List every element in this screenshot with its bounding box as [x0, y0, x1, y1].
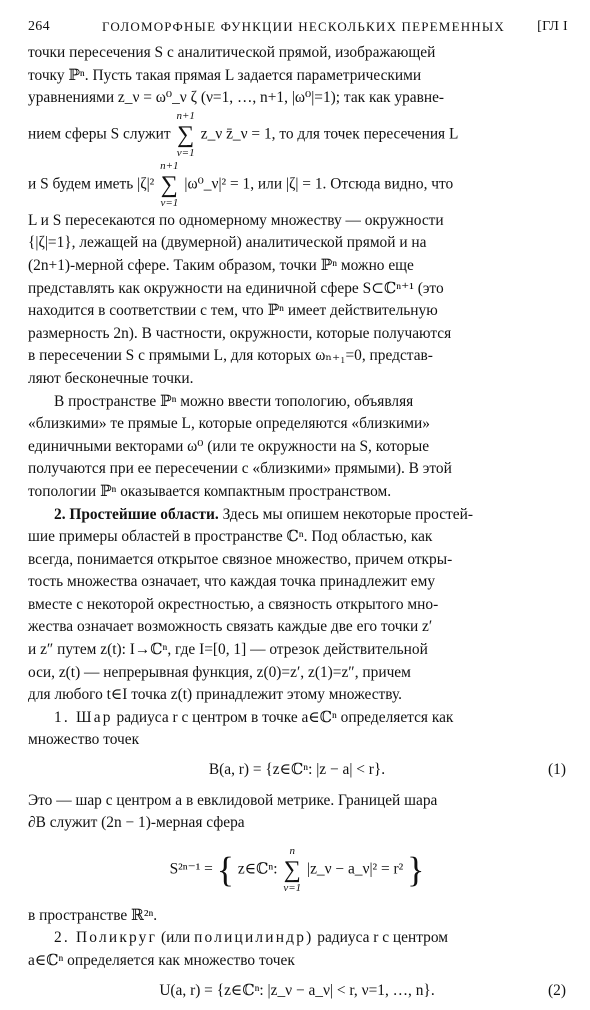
right-brace: }: [407, 849, 425, 890]
sum-upper-limit: n: [289, 844, 295, 857]
formula-polydisc: [28, 980, 566, 1003]
text-line: жества означает возможность связать каждые две его точки z′: [28, 618, 433, 636]
summation-symbol: [176, 110, 194, 160]
text-line: в пересечении S с прямыми L, для которых ωₙ₊₁=0, представ-: [28, 347, 433, 365]
running-header: [28, 16, 568, 38]
text-line: и z″ путем z(t): I→ℂⁿ, где I=[0, 1] — отрезок действительной: [28, 641, 428, 659]
page-number: 264: [28, 19, 50, 34]
text-line: множество точек: [28, 731, 140, 749]
formula-number: (1): [548, 761, 566, 779]
text-line: находится в соответствии с тем, что ℙⁿ имеет действительную: [28, 302, 438, 320]
sum-upper-limit: n+1: [160, 159, 179, 172]
text-line: точки пересечения S с аналитической прямой, изображающей: [28, 44, 436, 61]
spaced-term: 2. Поликруг: [54, 929, 158, 947]
text-line-with-sum: [28, 160, 566, 210]
text-line: единичными векторами ω⁰ (или те окружности на S, которые: [28, 437, 430, 455]
text-line: оси, z(t) — непрерывная функция, z(0)=z′, z(1)=z″, причем: [28, 663, 411, 681]
formula-lhs: S²ⁿ⁻¹ =: [169, 860, 213, 878]
formula-rhs: |z_ν − a_ν|² = r²: [307, 860, 404, 878]
section-heading-line: [28, 504, 566, 527]
sigma-glyph: ∑: [177, 121, 195, 148]
text-line: точку ℙⁿ. Пусть такая прямая L задается параметрическими: [28, 66, 422, 84]
sum-lower-limit: ν=1: [176, 146, 195, 159]
text-line: всегда, понимается открытое связное множество, причем откры-: [28, 550, 453, 568]
formula-text: B(a, r) = {z∈ℂⁿ: |z − a| < r}.: [208, 761, 386, 779]
text-line: Это — шар с центром a в евклидовой метрике. Границей шара: [28, 791, 438, 809]
left-brace: {: [216, 849, 235, 890]
spaced-term: 1. Шар: [54, 708, 113, 726]
text-line: L и S пересекаются по одномерному множеству — окружности: [28, 211, 444, 229]
formula-text: U(a, r) = {z∈ℂⁿ: |z_ν − a_ν| < r, ν=1, …, n}.: [159, 981, 435, 999]
text-line: «близкими» те прямые L, которые определяются «близкими»: [28, 415, 430, 433]
text-line: ∂B служит (2n − 1)-мерная сфера: [28, 814, 245, 832]
text-line: размерность 2n). В частности, окружности, которые получаются: [28, 324, 452, 342]
text-line: ляют бесконечные точки.: [28, 369, 194, 387]
sigma-glyph: ∑: [283, 856, 301, 883]
text-line: вместе с некоторой окрестностью, а связность открытого мно-: [28, 595, 439, 613]
text-line: (2n+1)-мерной сфере. Таким образом, точки ℙⁿ можно еще: [28, 256, 414, 274]
text-fragment: радиуса r с центром: [317, 929, 448, 947]
running-title: ГОЛОМОРФНЫЕ ФУНКЦИИ НЕСКОЛЬКИХ ПЕРЕМЕННЫХ: [102, 19, 506, 34]
text-line: получаются при ее пересечении с «близкими» прямыми). В этой: [28, 460, 452, 478]
formula-set: z∈ℂⁿ:: [237, 860, 278, 878]
summation-symbol: [283, 845, 301, 895]
sigma-glyph: ∑: [160, 171, 178, 198]
text-fragment: z_ν z̄_ν = 1, то для точек пересечения L: [200, 125, 459, 143]
sum-upper-limit: n+1: [176, 109, 195, 122]
spaced-term: полицилиндр): [194, 929, 314, 947]
text-fragment: и S будем иметь |ζ|²: [28, 175, 155, 193]
text-fragment: (или: [160, 929, 191, 947]
text-fragment: |ω⁰_ν|² = 1, или |ζ| = 1. Отсюда видно, что: [184, 175, 454, 193]
text-line: В пространстве ℙⁿ можно ввести топологию, объявляя: [54, 392, 414, 410]
page-body: [28, 42, 566, 1010]
formula-number: (2): [548, 981, 566, 999]
text-line: представлять как окружности на единичной сфере S⊂ℂⁿ⁺¹ (это: [28, 279, 444, 297]
text-fragment: Здесь мы опишем некоторые простей-: [222, 505, 473, 523]
text-line: в пространстве ℝ²ⁿ.: [28, 906, 158, 924]
text-line: топологии ℙⁿ оказывается компактным пространством.: [28, 482, 392, 500]
text-line-with-sum: [28, 110, 566, 160]
formula-ball: [28, 759, 566, 782]
section-heading: 2. Простейшие области.: [54, 505, 219, 523]
sum-lower-limit: ν=1: [160, 196, 179, 209]
formula-sphere: [28, 845, 566, 895]
chapter-marker: [ГЛ I: [537, 19, 568, 34]
text-line: шие примеры областей в пространстве ℂⁿ. Под областью, как: [28, 528, 433, 546]
text-line: уравнениями z_ν = ω⁰_ν ζ (ν=1, …, n+1, |ω⁰|=1); так как уравне-: [28, 89, 445, 107]
text-line: тость множества означает, что каждая точка принадлежит ему: [28, 573, 436, 591]
text-fragment: радиуса r с центром в точке a∈ℂⁿ определяется как: [116, 708, 454, 726]
text-line: {|ζ|=1}, лежащей на (двумерной) аналитической прямой и на: [28, 234, 427, 252]
text-fragment: нием сферы S служит: [28, 125, 171, 143]
text-line: a∈ℂⁿ определяется как множество точек: [28, 952, 295, 969]
summation-symbol: [160, 160, 178, 210]
text-line: для любого t∈I точка z(t) принадлежит этому множеству.: [28, 686, 403, 704]
sum-lower-limit: ν=1: [283, 881, 302, 894]
item-line: [28, 927, 566, 950]
item-line: [28, 707, 566, 730]
